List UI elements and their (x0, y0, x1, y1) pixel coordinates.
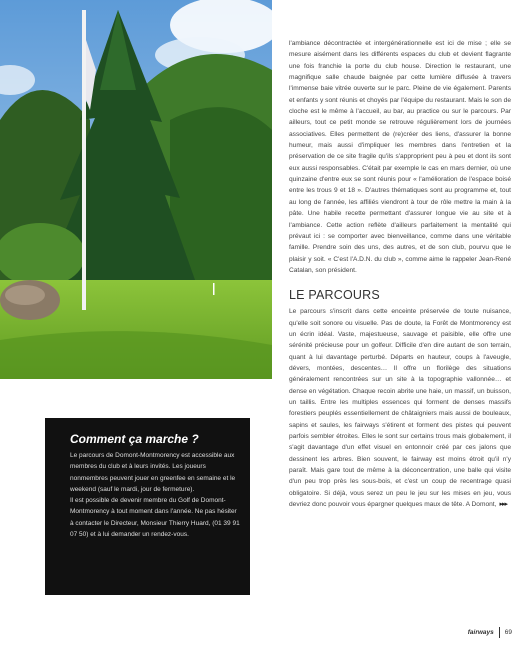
golf-course-photo (0, 0, 272, 379)
article-paragraph-parcours-text: Le parcours s'inscrit dans cette enceinte préservée de toute nuisance, qu'elle soit sonore ou visuelle. Pas de doute, la Forêt de Montmorency est un écrin idéal. Vaste, majestueuse, sauvage et paisible, elle offre une sérénité précieuse pour un golfeur. Difficile d'en dire autant de son terrain, quant à lui davantage perturbé. Départs en hauteur, coups à l'aveugle, dévers, montées, descentes… Il offre un florilège des situations généralement rencontrées sur un site à la topographie vallonnée… et dense en végétation. Chaque recoin abrite une haie, un massif, un buisson, un taillis. Entre les multiples essences qui forment de denses massifs forestiers peuplés essentiellement de châtaigniers mais aussi de bouleaux, sapins et saules, les fairways s'étirent et forment des pistes qui peuvent parfois sembler étroites. Elles le sont sur certains trous mais globalement, il s'agit davantage d'un effet visuel en entonnoir créé par ces jalons que dessinent les arbres. Bien souvent, le fairway est moins étroit qu'il n'y paraît. Mais gare tout de même à la déconcentration, une balle qui visite d'un peu trop près les sous-bois, et c'est un coup de recentrage quasi obligatoire. Si déjà, vous serez un peu le jeu sur les mises en jeu, vous devriez donc pouvoir vous épargner quelques maux de tête. A Domont, (289, 308, 511, 509)
article-paragraph-intro: l'ambiance décontractée et intergénérationnelle est ici de mise ; elle se mesure aisément dans les différents espaces du club et devient flagrante une fois franchie la porte du club house. Direction le restaurant, une magnifique salle chaude baignée par cette lumière diffusée à travers l'immense baie vitrée ouverte sur le parc. Pleine de vie également. Parents et enfants y sont réunis et choyés par l'équipe du restaurant. Mais le son de cloche est le même à l'accueil, au bar, au practice ou sur le parcours. Par ailleurs, tout ce petit monde se retrouve régulièrement lors de journées associatives. Elles permettent de (re)créer des liens, d'assurer la bonne humeur, mais aussi d'impliquer les membres dans l'entretien et la préservation de ce site fragile qu'ils s'approprient peu à peu et dont ils sont eux aussi responsables. C'était par exemple le cas en mars dernier, où une quinzaine d'entre eux se sont réunis pour « l'amélioration de l'espace boisé entre les trous 9 et 18 ». D'autres thématiques sont au programme et, tout au long de l'année, les affiliés viendront à tour de rôle mettre la main à la pâte. Une habile recette permettant d'assurer longue vie au site et à l'ambiance. Cette action reflète d'ailleurs parfaitement la mentalité qui prévaut ici : se comporter avec bienveillance, comme dans une véritable famille. Prendre soin des uns, des autres, et de son club, pourvu que le plaisir y soit. « C'est l'A.D.N. du club », comme aime le rappeler Jean-René Catalan, son président. (289, 40, 511, 274)
page-footer (468, 627, 512, 638)
continue-arrow-icon: ▸▸▸ (499, 501, 508, 509)
info-box-title: Comment ça marche ? (70, 432, 199, 446)
magazine-name: fairways (467, 629, 494, 636)
info-box-paragraph-2: Il est possible de devenir membre du Golf de Domont-Montmorency à tout moment dans l'année. Ne pas hésiter à contacter le Directeur, Monsieur Thierry Huard, (01 39 91 07 50) et à lui demander un rendez-vous. (70, 497, 240, 539)
info-box-paragraph-1: Le parcours de Domont-Montmorency est accessible aux membres du club et à leurs invités. Les joueurs nonmembres peuvent jouer en greenfee en semaine et le weekend (sauf le mardi, jour de fermeture). (70, 452, 236, 493)
article-column (289, 38, 511, 510)
footer-divider (499, 627, 500, 638)
article-paragraph-parcours (289, 306, 511, 510)
section-title: LE PARCOURS (289, 288, 380, 303)
info-box (45, 418, 250, 595)
page-number: 69 (504, 629, 512, 636)
